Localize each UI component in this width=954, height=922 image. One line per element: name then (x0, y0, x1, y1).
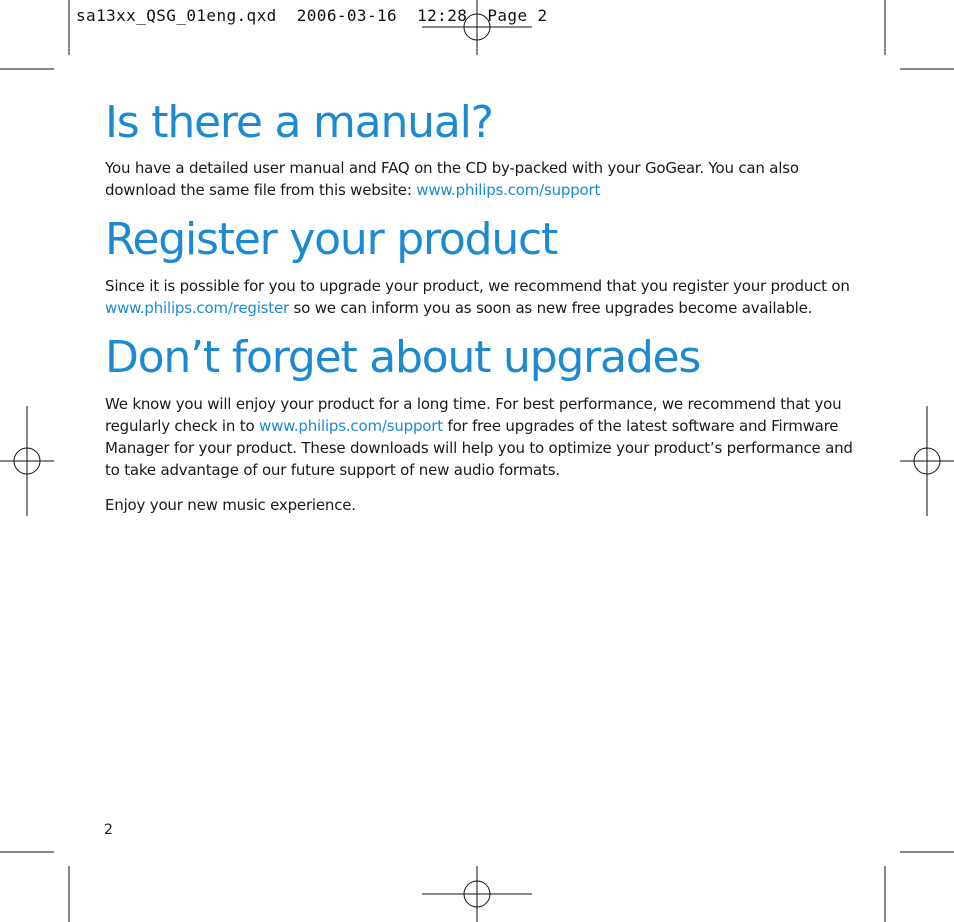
link-support[interactable]: www.philips.com/support (416, 181, 601, 199)
upgrades-text-before: We know you will enjoy your product for a long time. For best performance, we recommend that you regularly check in to (105, 395, 842, 435)
upgrades-text-after: for free upgrades of the latest software and Firmware Manager for your product. These downloads will help you to optimize your product’s performance and to take advantage of our future support of new audio formats. (105, 417, 853, 479)
manual-text: You have a detailed user manual and FAQ on the CD by-packed with your GoGear. You can also download the same file from this website: (105, 159, 799, 199)
paragraph-register (105, 275, 865, 319)
registration-mark-left (0, 406, 54, 516)
registration-mark-top (422, 0, 532, 55)
paragraph-manual (105, 157, 865, 201)
link-register[interactable]: www.philips.com/register (105, 299, 289, 317)
registration-mark-bottom (422, 866, 532, 922)
registration-mark-right (900, 406, 954, 516)
register-text-before: Since it is possible for you to upgrade your product, we recommend that you register your product on (105, 277, 850, 295)
page-number: 2 (104, 822, 113, 838)
heading-manual: Is there a manual? (105, 97, 493, 148)
print-slug: sa13xx_QSG_01eng.qxd 2006-03-16 12:28 Page 2 (76, 6, 548, 25)
heading-register: Register your product (105, 214, 558, 265)
page-content (105, 94, 865, 516)
closing-line: Enjoy your new music experience. (105, 496, 356, 514)
register-text-after: so we can inform you as soon as new free upgrades become available. (288, 299, 813, 317)
heading-upgrades: Don’t forget about upgrades (105, 332, 701, 383)
paragraph-upgrades (105, 393, 865, 481)
link-support-upgrades[interactable]: www.philips.com/support (259, 417, 443, 435)
